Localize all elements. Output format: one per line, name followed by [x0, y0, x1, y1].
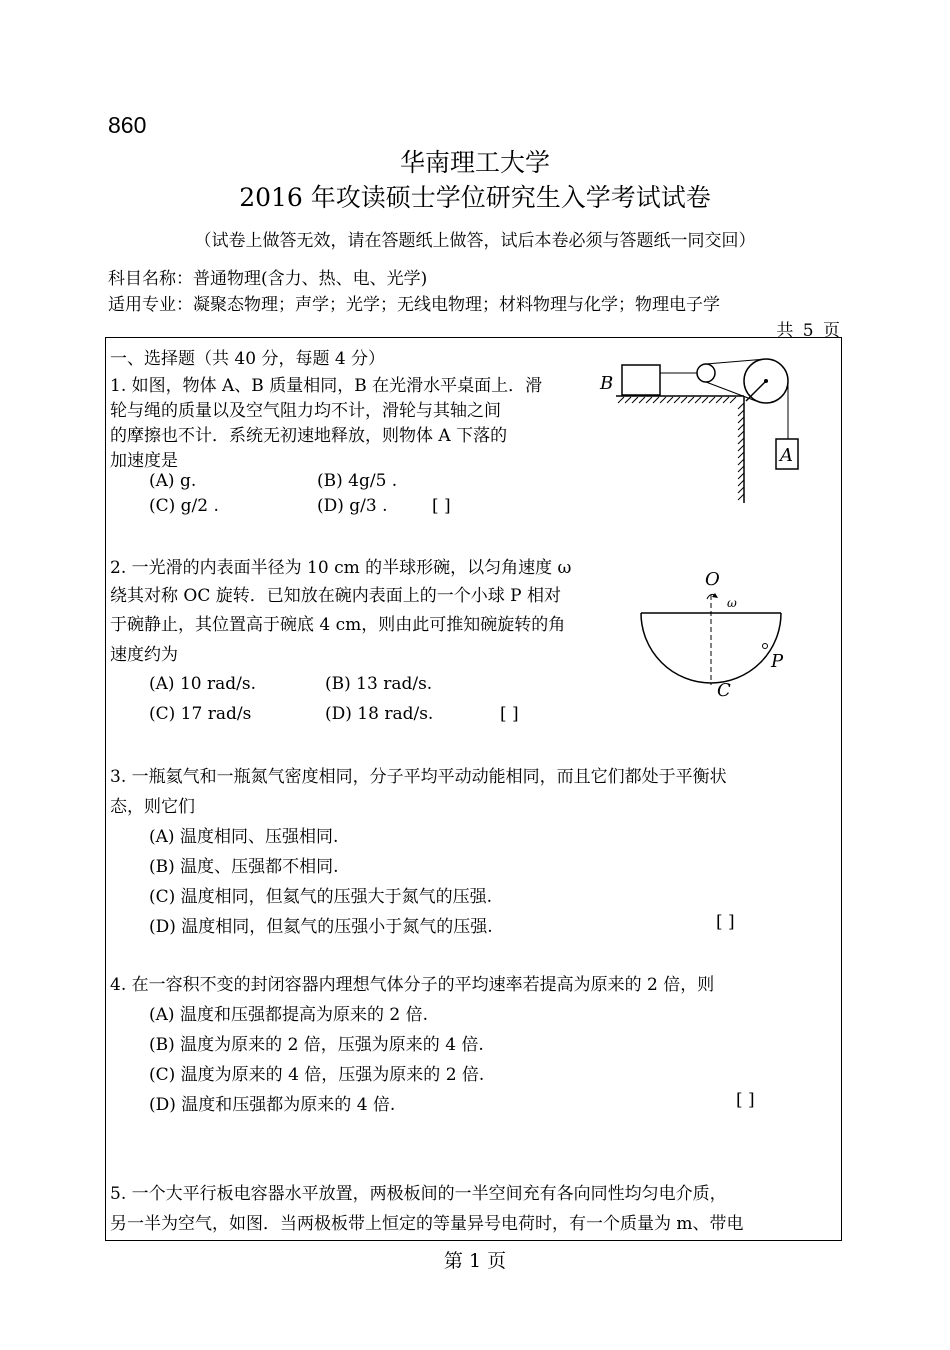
question-frame	[105, 337, 842, 1241]
q3-option-c: (C) 温度相同，但氦气的压强大于氮气的压强.	[149, 887, 493, 907]
q2-label-o: O	[705, 569, 720, 590]
q1-option-b: (B) 4g/5 .	[317, 471, 398, 491]
q1-line-2: 轮与绳的质量以及空气阻力均不计，滑轮与其轴之间	[110, 401, 501, 421]
q3-answer-bracket: [ ]	[716, 912, 735, 932]
q4-option-a: (A) 温度和压强都提高为原来的 2 倍.	[149, 1005, 428, 1025]
q4-answer-bracket: [ ]	[736, 1090, 755, 1110]
q1-label-b: B	[600, 373, 614, 394]
q2-option-b: (B) 13 rad/s.	[325, 674, 433, 694]
university-name: 华南理工大学	[399, 148, 550, 177]
page-number: 第 1 页	[443, 1250, 507, 1272]
q5-line-2: 另一半为空气，如图．当两极板带上恒定的等量异号电荷时，有一个质量为 m、带电	[110, 1214, 744, 1234]
q1-answer-bracket: [ ]	[432, 496, 451, 516]
q3-line-1: 3. 一瓶氦气和一瓶氮气密度相同，分子平均平动动能相同，而且它们都处于平衡状	[110, 767, 727, 787]
q2-option-c: (C) 17 rad/s	[149, 704, 252, 724]
q1-option-d: (D) g/3 .	[317, 496, 388, 516]
q1-option-a: (A) g.	[149, 471, 197, 491]
exam-note: （试卷上做答无效，请在答题纸上做答，试后本卷必须与答题纸一同交回）	[194, 231, 756, 251]
q4-option-b: (B) 温度为原来的 2 倍，压强为原来的 4 倍.	[149, 1035, 484, 1055]
q2-line-3: 于碗静止，其位置高于碗底 4 cm，则由此可推知碗旋转的角	[110, 615, 566, 635]
q2-label-omega: ω	[727, 596, 737, 610]
q4-line-1: 4. 在一容积不变的封闭容器内理想气体分子的平均速率若提高为原来的 2 倍，则	[110, 975, 715, 995]
q3-option-b: (B) 温度、压强都不相同.	[149, 857, 339, 877]
q2-label-p: P	[771, 651, 784, 672]
q3-option-a: (A) 温度相同、压强相同.	[149, 827, 339, 847]
q2-line-4: 速度约为	[110, 645, 178, 665]
q2-answer-bracket: [ ]	[500, 704, 519, 724]
exam-title: 2016 年攻读硕士学位研究生入学考试试卷	[239, 183, 711, 212]
section-title: 一、选择题（共 40 分，每题 4 分）	[110, 349, 386, 369]
q5-line-1: 5. 一个大平行板电容器水平放置，两极板间的一半空间充有各向同性均匀电介质，	[110, 1184, 727, 1204]
q2-option-a: (A) 10 rad/s.	[149, 674, 256, 694]
q2-bowl-figure	[631, 563, 841, 708]
q1-line-4: 加速度是	[110, 451, 178, 471]
total-pages: 共 5 页	[776, 321, 842, 341]
q2-option-d: (D) 18 rad/s.	[325, 704, 434, 724]
applicable-majors: 适用专业：凝聚态物理；声学；光学；无线电物理；材料物理与化学；物理电子学	[108, 295, 720, 315]
q1-pulley-figure	[596, 353, 816, 513]
q1-line-1: 1. 如图，物体 A、B 质量相同，B 在光滑水平桌面上．滑	[110, 376, 543, 396]
subject-name: 科目名称：普通物理(含力、热、电、光学)	[108, 269, 428, 289]
q2-label-c: C	[717, 680, 731, 701]
q3-option-d: (D) 温度相同，但氦气的压强小于氮气的压强.	[149, 917, 493, 937]
q1-label-a: A	[780, 445, 793, 466]
exam-code: 860	[108, 112, 147, 138]
q4-option-d: (D) 温度和压强都为原来的 4 倍.	[149, 1095, 396, 1115]
q1-option-c: (C) g/2 .	[149, 496, 219, 516]
q2-line-1: 2. 一光滑的内表面半径为 10 cm 的半球形碗，以匀角速度 ω	[110, 558, 572, 578]
q3-line-2: 态，则它们	[110, 797, 195, 817]
q2-line-2: 绕其对称 OC 旋转．已知放在碗内表面上的一个小球 P 相对	[110, 586, 561, 606]
q1-line-3: 的摩擦也不计．系统无初速地释放，则物体 A 下落的	[110, 426, 508, 446]
q4-option-c: (C) 温度为原来的 4 倍，压强为原来的 2 倍.	[149, 1065, 485, 1085]
